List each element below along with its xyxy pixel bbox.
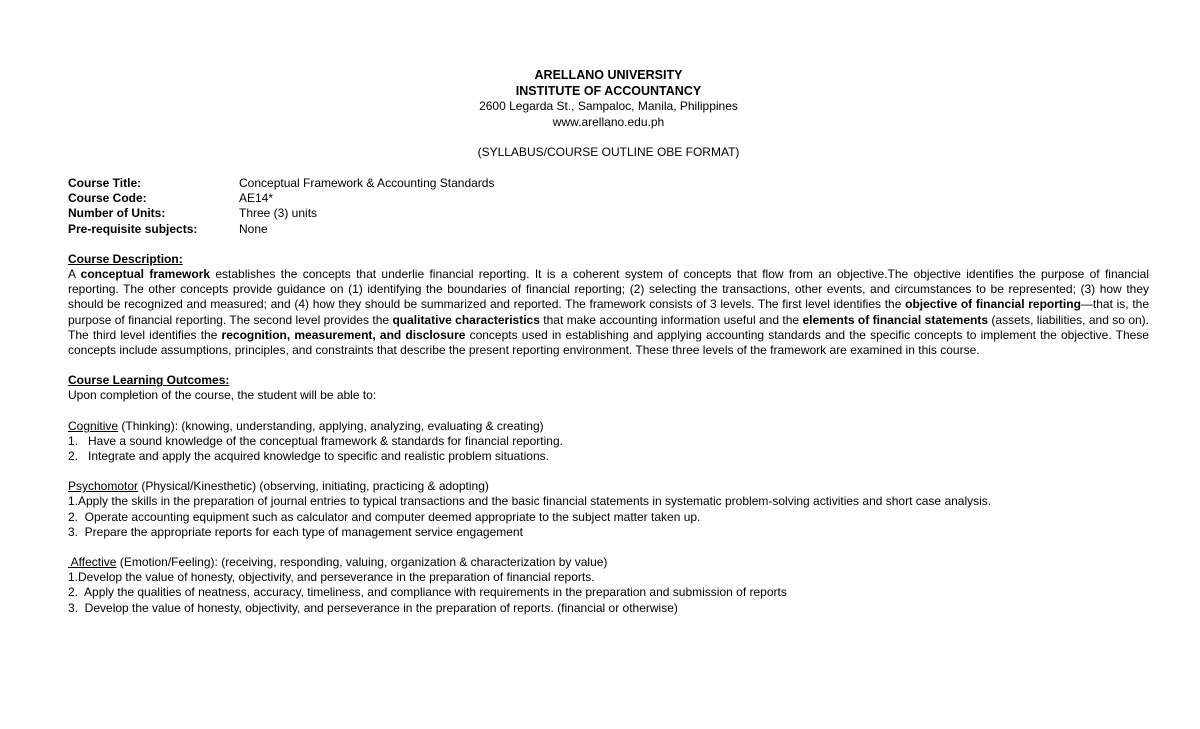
psychomotor-item: 3. Prepare the appropriate reports for each type of management service engagement xyxy=(68,524,523,539)
prerequisite-row xyxy=(68,222,1149,237)
units-label: Number of Units: xyxy=(68,206,166,221)
cognitive-item: 2. Integrate and apply the acquired knowledge to specific and realistic problem situations. xyxy=(68,449,549,464)
affective-item: 1.Develop the value of honesty, objectivity, and perseverance in the preparation of financial reports. xyxy=(68,570,595,585)
course-description-text: A conceptual framework establishes the concepts that underlie financial reporting. It is a coherent system of concepts that flow from an objective.The objective identifies the purpose of financial reporting. The other concepts provide guidance on (1) identifying the boundaries of financial reporting; (2) selecting the transactions, other events, and circumstances to be represented; (3) how they should be recognized and measured; and (4) how they should be summarized and reported. The framework consists of 3 levels. The first level identifies the objective of financial reporting—that is, the purpose of financial reporting. The second level provides the qualitative characteristics that make accounting information useful and the elements of financial statements (assets, liabilities, and so on). The third level identifies the recognition, measurement, and disclosure concepts used in establishing and applying accounting standards and the specific concepts to implement the objective. These concepts include assumptions, principles, and constraints that describe the present reporting environment. These three levels of the framework are examined in this course. xyxy=(68,266,1150,357)
affective-item: 3. Develop the value of honesty, objectivity, and perseverance in the preparation of reports. (financial or otherwise) xyxy=(68,600,678,615)
document-format: (SYLLABUS/COURSE OUTLINE OBE FORMAT) xyxy=(477,145,740,160)
learning-outcomes-intro: Upon completion of the course, the student will be able to: xyxy=(68,388,377,403)
course-title-label: Course Title: xyxy=(68,175,142,190)
cognitive-heading: Cognitive (Thinking): (knowing, understanding, applying, analyzing, evaluating & creating) xyxy=(68,418,544,433)
syllabus-page xyxy=(68,68,1149,616)
course-title-value: Conceptual Framework & Accounting Standards xyxy=(239,175,495,190)
course-title-row xyxy=(68,176,1149,191)
course-code-value: AE14* xyxy=(239,191,274,206)
prerequisite-label: Pre-requisite subjects: xyxy=(68,221,198,236)
prerequisite-value: None xyxy=(239,221,268,236)
units-row xyxy=(68,206,1149,221)
psychomotor-heading: Psychomotor (Physical/Kinesthetic) (observing, initiating, practicing & adopting) xyxy=(68,479,489,494)
university-name: ARELLANO UNIVERSITY xyxy=(534,68,683,82)
psychomotor-item: 1.Apply the skills in the preparation of journal entries to typical transactions and the basic financial statements in systematic problem-solving activities and short case analysis. xyxy=(68,494,992,509)
course-info xyxy=(68,176,1149,237)
cognitive-item: 1. Have a sound knowledge of the conceptual framework & standards for financial reporting. xyxy=(68,433,563,448)
course-code-row xyxy=(68,191,1149,206)
affective-heading: Affective (Emotion/Feeling): (receiving, responding, valuing, organization & characterization by value) xyxy=(68,555,608,570)
learning-outcomes-heading: Course Learning Outcomes: xyxy=(68,373,230,388)
psychomotor-item: 2. Operate accounting equipment such as calculator and computer deemed appropriate to the subject matter taken up. xyxy=(68,509,701,524)
units-value: Three (3) units xyxy=(239,206,318,221)
course-code-label: Course Code: xyxy=(68,191,147,206)
institute-name: INSTITUTE OF ACCOUNTANCY xyxy=(515,83,702,98)
course-description-heading: Course Description: xyxy=(68,251,183,266)
address: 2600 Legarda St., Sampaloc, Manila, Philippines xyxy=(479,99,738,114)
website: www.arellano.edu.ph xyxy=(552,114,665,129)
affective-item: 2. Apply the qualities of neatness, accuracy, timeliness, and compliance with requirements in the preparation and submission of reports xyxy=(68,585,787,600)
